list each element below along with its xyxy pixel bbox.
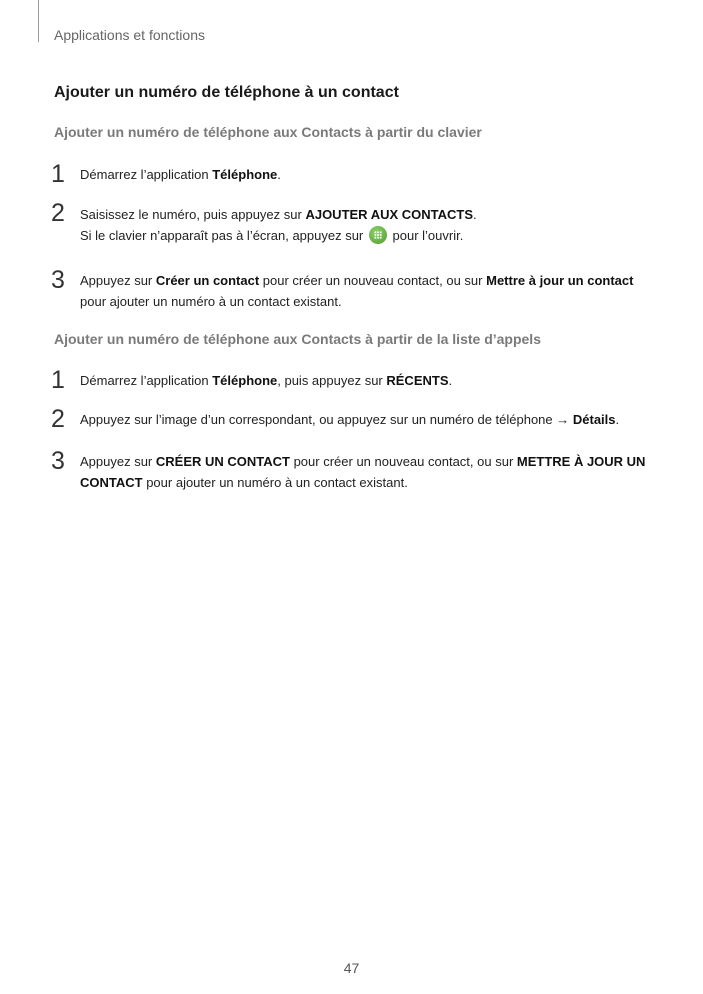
step-text: Démarrez l’application Téléphone.	[80, 167, 281, 182]
page-title: Ajouter un numéro de téléphone à un contact	[54, 84, 399, 101]
step-number: 3	[51, 266, 65, 294]
step-text: Appuyez sur l’image d’un correspondant, ou appuyez sur un numéro de téléphone → Détails.	[80, 412, 620, 427]
step-number: 1	[51, 366, 65, 394]
step-text: Appuyez sur CRÉER UN CONTACT pour créer un nouveau contact, ou sur METTRE À JOUR UN CONTACT pour ajouter un numéro à un contact existant.	[80, 454, 646, 490]
step-text: Démarrez l’application Téléphone, puis appuyez sur RÉCENTS.	[80, 373, 453, 388]
keypad-icon	[369, 226, 387, 244]
step-number: 1	[51, 160, 65, 188]
step-number: 2	[51, 405, 65, 433]
section-heading-keypad: Ajouter un numéro de téléphone aux Contacts à partir du clavier	[54, 124, 482, 140]
margin-rule	[38, 0, 39, 42]
step-text: Appuyez sur Créer un contact pour créer un nouveau contact, ou sur Mettre à jour un contact pour ajouter un numéro à un contact existant.	[80, 273, 634, 309]
chapter-header: Applications et fonctions	[54, 27, 205, 43]
step-text: Saisissez le numéro, puis appuyez sur AJOUTER AUX CONTACTS. Si le clavier n’apparaît pas à l’écran, appuyez sur pour l’ouvrir.	[80, 207, 477, 243]
page-number: 47	[343, 960, 360, 976]
step-number: 2	[51, 199, 65, 227]
section-heading-call-log: Ajouter un numéro de téléphone aux Contacts à partir de la liste d’appels	[54, 331, 541, 347]
step-number: 3	[51, 447, 65, 475]
